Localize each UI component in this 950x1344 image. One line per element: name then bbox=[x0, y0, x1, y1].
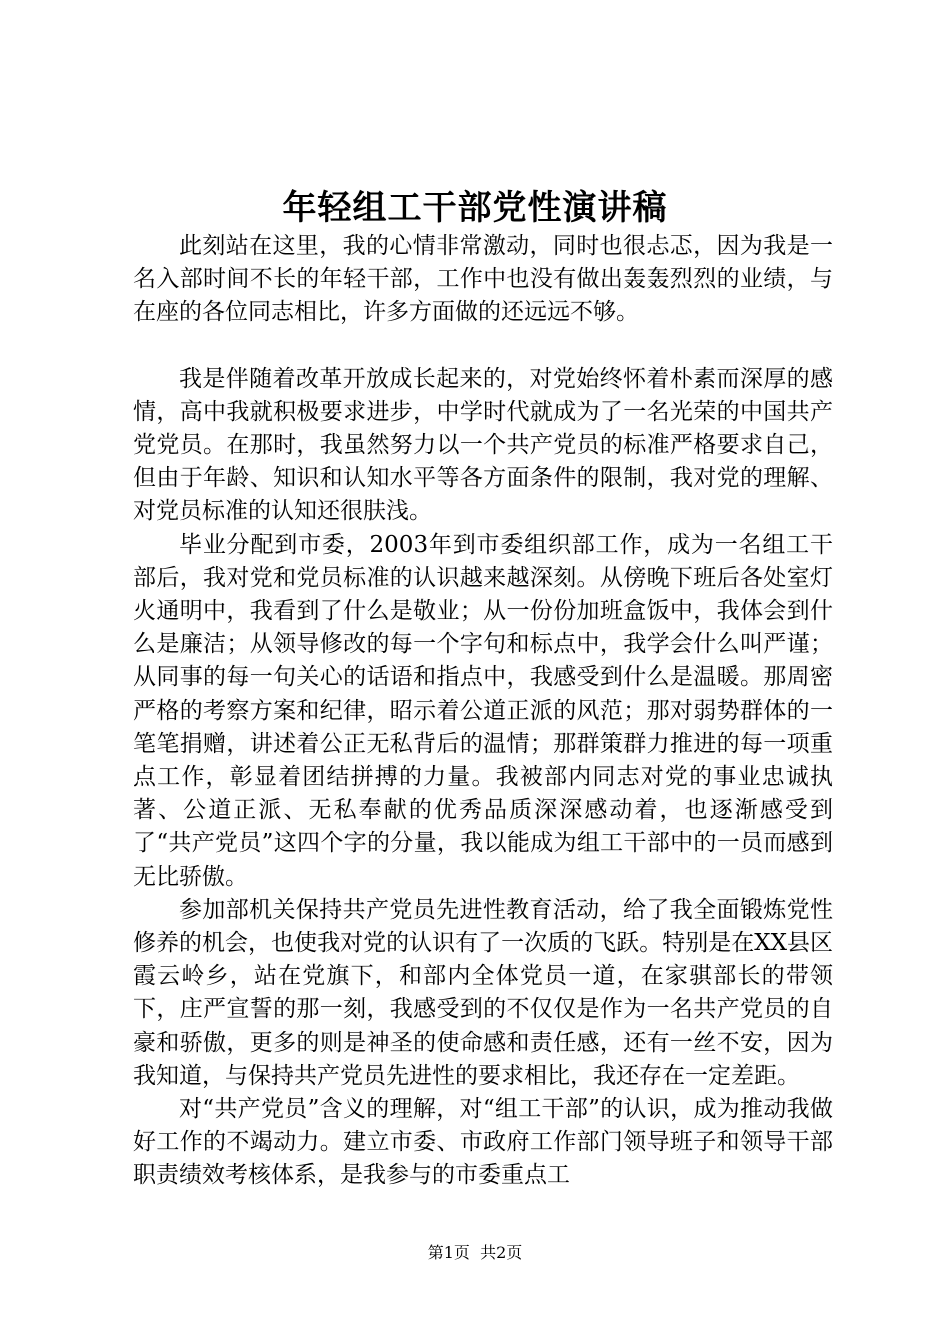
paragraph-2: 我是伴随着改革开放成长起来的，对党始终怀着朴素而深厚的感情，高中我就积极要求进步，中学时代就成为了一名光荣的中国共产党党员。在那时，我虽然努力以一个共产党员的标准严格要求自己，但由于年龄、知识和认知水平等各方面条件的限制，我对党的理解、对党员标准的认知还很肤浅。 bbox=[133, 365, 833, 525]
paragraph-3: 毕业分配到市委，2003年到市委组织部工作，成为一名组工干部后，我对党和党员标准的认识越来越深刻。从傍晚下班后各处室灯火通明中，我看到了什么是敬业；从一份份加班盒饭中，我体会到什么是廉洁；从领导修改的每一个字句和标点中，我学会什么叫严谨；从同事的每一句关心的话语和指点中，我感受到什么是温暖。那周密严格的考察方案和纪律，昭示着公道正派的风范；那对弱势群体的一笔笔捐赠，讲述着公正无私背后的温情；那群策群力推进的每一项重点工作，彰显着团结拼搏的力量。我被部内同志对党的事业忠诚执著、公道正派、无私奉献的优秀品质深深感动着，也逐渐感受到了“共产党员”这四个字的分量，我以能成为组工干部中的一员而感到无比骄傲。 bbox=[133, 531, 833, 890]
document-body bbox=[133, 230, 833, 1193]
paragraph-5: 对“共产党员”含义的理解，对“组工干部”的认识，成为推动我做好工作的不竭动力。建立市委、市政府工作部门领导班子和领导干部职责绩效考核体系，是我参与的市委重点工 bbox=[133, 1096, 833, 1189]
page-total: 共2页 bbox=[480, 1243, 523, 1262]
paragraph-4: 参加部机关保持共产党员先进性教育活动，给了我全面锻炼党性修养的机会，也使我对党的认识有了一次质的飞跃。特别是在XX县区霞云岭乡，站在党旗下，和部内全体党员一道，在家骐部长的带领下，庄严宣誓的那一刻，我感受到的不仅仅是作为一名共产党员的自豪和骄傲，更多的则是神圣的使命感和责任感，还有一丝不安，因为我知道，与保持共产党员先进性的要求相比，我还存在一定差距。 bbox=[133, 896, 833, 1089]
paragraph-1: 此刻站在这里，我的心情非常激动，同时也很忐忑，因为我是一名入部时间不长的年轻干部，工作中也没有做出轰轰烈烈的业绩，与在座的各位同志相比，许多方面做的还远远不够。 bbox=[133, 233, 833, 326]
page-footer bbox=[0, 1242, 950, 1264]
page-number: 第1页 bbox=[427, 1243, 470, 1262]
document-title: 年轻组工干部党性演讲稿 bbox=[282, 188, 668, 228]
